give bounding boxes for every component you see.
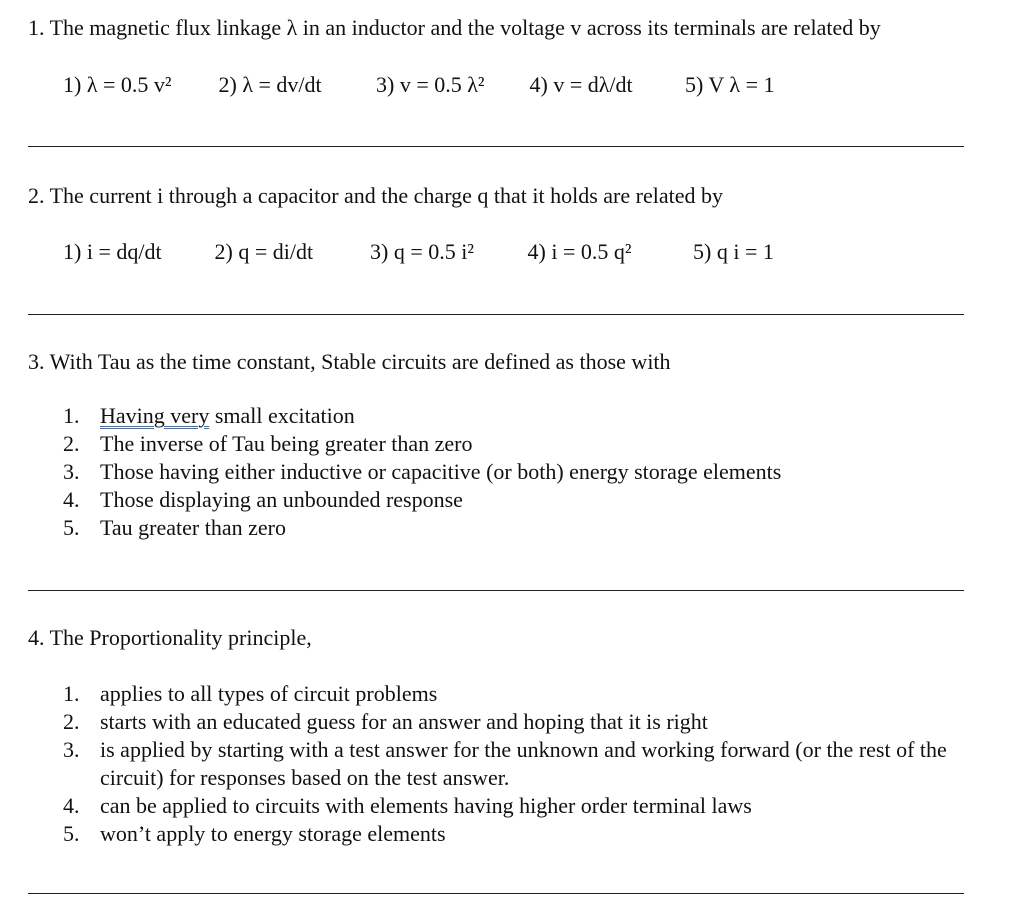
- q4-option: [0, 736, 970, 792]
- option-number: 2.: [63, 431, 80, 456]
- separator-2: [28, 314, 964, 315]
- question-4-stem: 4. The Proportionality principle,: [28, 625, 312, 650]
- option-number: 3.: [63, 737, 80, 762]
- q3-option: [0, 514, 970, 542]
- q4-option-text: applies to all types of circuit problems: [100, 681, 438, 706]
- q4-option-text: won’t apply to energy storage elements: [100, 821, 446, 846]
- q3-option: [0, 458, 970, 486]
- q1-choice-3: 3) v = 0.5 λ²: [376, 72, 485, 97]
- q4-option-text: is applied by starting with a test answer for the unknown and working forward (or the rest of the circuit) for responses based on the test answer.: [100, 737, 947, 790]
- option-number: 1.: [63, 403, 80, 428]
- separator-3: [28, 590, 964, 591]
- question-1-choices: [63, 73, 775, 97]
- q3-option-text: Having very small excitation: [100, 403, 355, 428]
- q1-choice-1: 1) λ = 0.5 v²: [63, 72, 172, 97]
- q4-option: [0, 820, 970, 848]
- question-2-choices: [63, 240, 774, 264]
- option-number: 5.: [63, 515, 80, 540]
- q3-option-text: Those displaying an unbounded response: [100, 487, 463, 512]
- option-number: 1.: [63, 681, 80, 706]
- q1-choice-5: 5) V λ = 1: [685, 72, 775, 97]
- q3-option: [0, 486, 970, 514]
- q3-option-text: Those having either inductive or capacitive (or both) energy storage elements: [100, 459, 782, 484]
- q2-choice-2: 2) q = di/dt: [214, 239, 314, 264]
- q4-option: [0, 680, 970, 708]
- question-2-stem: 2. The current i through a capacitor and the charge q that it holds are related by: [28, 183, 723, 208]
- option-number: 3.: [63, 459, 80, 484]
- q2-choice-1: 1) i = dq/dt: [63, 239, 162, 264]
- option-number: 4.: [63, 487, 80, 512]
- q1-choice-4: 4) v = dλ/dt: [529, 72, 633, 97]
- q4-option: [0, 708, 970, 736]
- question-1-stem: 1. The magnetic flux linkage λ in an inductor and the voltage v across its terminals are related by: [28, 15, 881, 40]
- question-3-stem: 3. With Tau as the time constant, Stable circuits are defined as those with: [28, 349, 671, 374]
- option-number: 5.: [63, 821, 80, 846]
- q4-option-text: starts with an educated guess for an answer and hoping that it is right: [100, 709, 708, 734]
- q1-choice-2: 2) λ = dv/dt: [218, 72, 322, 97]
- separator-4: [28, 893, 964, 894]
- q3-option-text: The inverse of Tau being greater than zero: [100, 431, 473, 456]
- q2-choice-3: 3) q = 0.5 i²: [370, 239, 474, 264]
- q3-option: [0, 402, 970, 430]
- q3-option-text: Tau greater than zero: [100, 515, 286, 540]
- q2-choice-5: 5) q i = 1: [693, 239, 774, 264]
- q4-option: [0, 792, 970, 820]
- option-number: 4.: [63, 793, 80, 818]
- q4-option-text: can be applied to circuits with elements having higher order terminal laws: [100, 793, 752, 818]
- q3-option: [0, 430, 970, 458]
- separator-1: [28, 146, 964, 147]
- question-4-options: [0, 680, 970, 848]
- option-number: 2.: [63, 709, 80, 734]
- q2-choice-4: 4) i = 0.5 q²: [527, 239, 632, 264]
- question-3-options: [0, 402, 970, 542]
